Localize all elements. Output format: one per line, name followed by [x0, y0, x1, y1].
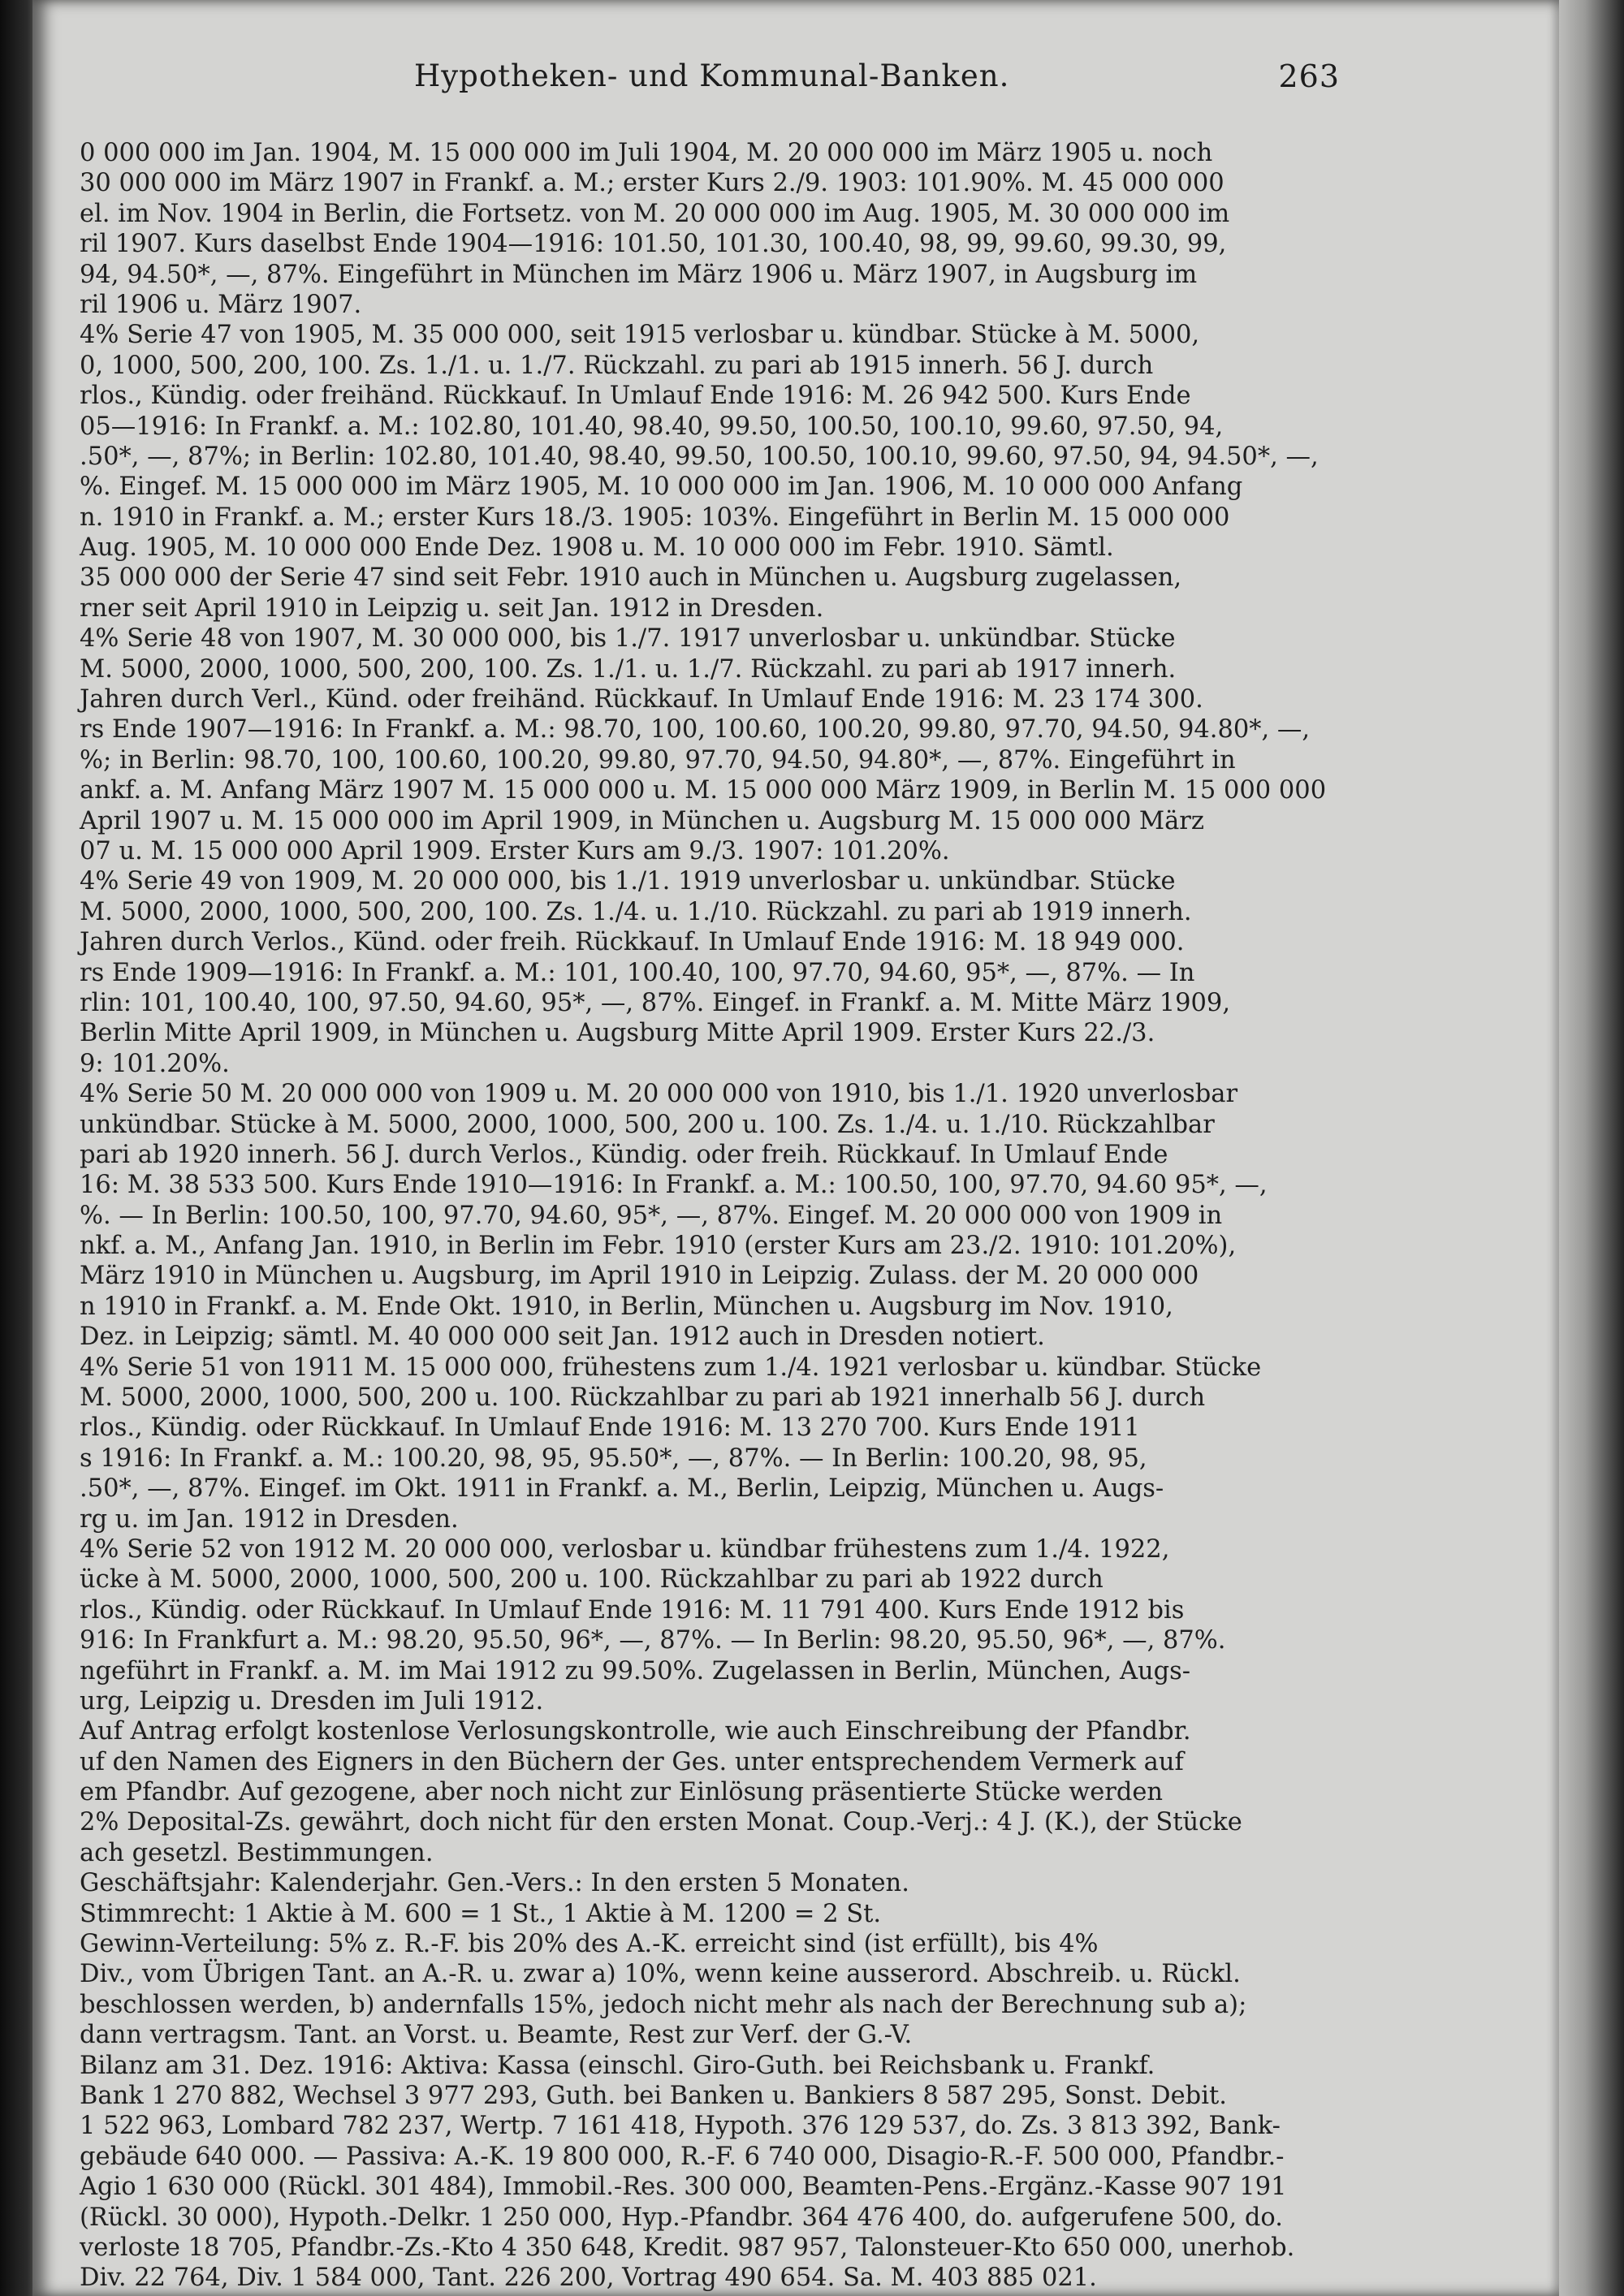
text-line: 30 000 000 im März 1907 in Frankf. a. M.; erster Kurs 2./9. 1903: 101.90%. M. 45 000 000	[80, 169, 1224, 198]
text-line: rlos., Kündig. oder freihänd. Rückkauf. In Umlauf Ende 1916: M. 26 942 500. Kurs Ende	[80, 382, 1191, 411]
text-line: verloste 18 705, Pfandbr.-Zs.-Kto 4 350 648, Kredit. 987 957, Talonsteuer-Kto 650 000, unerhob.	[80, 2233, 1295, 2262]
text-line: Gewinn-Verteilung: 5% z. R.-F. bis 20% des A.-K. erreicht sind (ist erfüllt), bis 4%	[80, 1930, 1099, 1959]
text-line: gebäude 640 000. — Passiva: A.-K. 19 800 000, R.-F. 6 740 000, Disagio-R.-F. 500 000, Pfandbr.-	[80, 2142, 1285, 2171]
text-line: %. Eingef. M. 15 000 000 im März 1905, M. 10 000 000 im Jan. 1906, M. 10 000 000 Anfang	[80, 473, 1243, 502]
text-line: ach gesetzl. Bestimmungen.	[80, 1838, 434, 1867]
book-page	[32, 0, 1559, 2296]
text-line: 4% Serie 48 von 1907, M. 30 000 000, bis 1./7. 1917 unverlosbar u. unkündbar. Stücke	[80, 624, 1176, 654]
text-line: 4% Serie 51 von 1911 M. 15 000 000, frühestens zum 1./4. 1921 verlosbar u. kündbar. Stücke	[80, 1353, 1262, 1382]
text-line: ril 1906 u. März 1907.	[80, 290, 362, 319]
text-line: 0, 1000, 500, 200, 100. Zs. 1./1. u. 1./7. Rückzahl. zu pari ab 1915 innerh. 56 J. durch	[80, 351, 1154, 380]
running-title: Hypotheken- und Kommunal-Banken.	[414, 58, 1010, 93]
text-line: nkf. a. M., Anfang Jan. 1910, in Berlin im Febr. 1910 (erster Kurs am 23./2. 1910: 101.20%),	[80, 1232, 1237, 1261]
text-line: %; in Berlin: 98.70, 100, 100.60, 100.20, 99.80, 97.70, 94.50, 94.80*, —, 87%. Eingeführt in	[80, 745, 1236, 775]
text-line: Jahren durch Verlos., Künd. oder freih. Rückkauf. In Umlauf Ende 1916: M. 18 949 000.	[80, 928, 1185, 957]
page-header	[414, 58, 1340, 107]
text-line: 2% Deposital-Zs. gewährt, doch nicht für den ersten Monat. Coup.-Verj.: 4 J. (K.), der Stücke	[80, 1808, 1242, 1837]
text-line: n. 1910 in Frankf. a. M.; erster Kurs 18./3. 1905: 103%. Eingeführt in Berlin M. 15 000 000	[80, 503, 1230, 532]
text-line: 07 u. M. 15 000 000 April 1909. Erster Kurs am 9./3. 1907: 101.20%.	[80, 836, 950, 865]
text-line: 9: 101.20%.	[80, 1049, 230, 1078]
text-line: rlin: 101, 100.40, 100, 97.50, 94.60, 95*, —, 87%. Eingef. in Frankf. a. M. Mitte März 1909,	[80, 988, 1231, 1017]
text-line: 05—1916: In Frankf. a. M.: 102.80, 101.40, 98.40, 99.50, 100.50, 100.10, 99.60, 97.50, 94,	[80, 412, 1224, 441]
text-line: Auf Antrag erfolgt kostenlose Verlosungskontrolle, wie auch Einschreibung der Pfandbr.	[80, 1717, 1191, 1746]
page-edge	[1559, 0, 1624, 2296]
text-line: 4% Serie 47 von 1905, M. 35 000 000, seit 1915 verlosbar u. kündbar. Stücke à M. 5000,	[80, 321, 1200, 350]
text-line: rg u. im Jan. 1912 in Dresden.	[80, 1504, 459, 1534]
text-line: Berlin Mitte April 1909, in München u. Augsburg Mitte April 1909. Erster Kurs 22./3.	[80, 1019, 1155, 1048]
text-line: April 1907 u. M. 15 000 000 im April 1909, in München u. Augsburg M. 15 000 000 März	[80, 806, 1204, 835]
text-line: %. — In Berlin: 100.50, 100, 97.70, 94.60, 95*, —, 87%. Eingef. M. 20 000 000 von 1909 in	[80, 1201, 1223, 1230]
text-line: .50*, —, 87%; in Berlin: 102.80, 101.40, 98.40, 99.50, 100.50, 100.10, 99.60, 97.50, 94, 94.50*, —,	[80, 442, 1319, 471]
text-line: s 1916: In Frankf. a. M.: 100.20, 98, 95, 95.50*, —, 87%. — In Berlin: 100.20, 98, 95,	[80, 1444, 1147, 1473]
text-line: Dez. in Leipzig; sämtl. M. 40 000 000 seit Jan. 1912 auch in Dresden notiert.	[80, 1323, 1045, 1352]
text-line: ngeführt in Frankf. a. M. im Mai 1912 zu 99.50%. Zugelassen in Berlin, München, Augs-	[80, 1656, 1191, 1685]
text-line: rs Ende 1907—1916: In Frankf. a. M.: 98.70, 100, 100.60, 100.20, 99.80, 97.70, 94.50, 94.80*, —,	[80, 715, 1311, 744]
text-line: ankf. a. M. Anfang März 1907 M. 15 000 000 u. M. 15 000 000 März 1909, in Berlin M. 15 000 000	[80, 776, 1327, 805]
text-line: 4% Serie 49 von 1909, M. 20 000 000, bis 1./1. 1919 unverlosbar u. unkündbar. Stücke	[80, 867, 1176, 896]
text-line: M. 5000, 2000, 1000, 500, 200, 100. Zs. 1./1. u. 1./7. Rückzahl. zu pari ab 1917 innerh.	[80, 654, 1177, 684]
text-line: dann vertragsm. Tant. an Vorst. u. Beamte, Rest zur Verf. der G.-V.	[80, 2021, 913, 2050]
text-line: März 1910 in München u. Augsburg, im April 1910 in Leipzig. Zulass. der M. 20 000 000	[80, 1262, 1199, 1291]
text-line: pari ab 1920 innerh. 56 J. durch Verlos., Kündig. oder freih. Rückkauf. In Umlauf Ende	[80, 1140, 1168, 1169]
text-line: Div. 22 764, Div. 1 584 000, Tant. 226 200, Vortrag 490 654. Sa. M. 403 885 021.	[80, 2264, 1097, 2293]
text-line: 4% Serie 50 M. 20 000 000 von 1909 u. M. 20 000 000 von 1910, bis 1./1. 1920 unverlosbar	[80, 1080, 1238, 1109]
text-line: Aug. 1905, M. 10 000 000 Ende Dez. 1908 u. M. 10 000 000 im Febr. 1910. Sämtl.	[80, 533, 1114, 563]
text-line: uf den Namen des Eigners in den Büchern der Ges. unter entsprechendem Vermerk auf	[80, 1747, 1184, 1776]
text-line: em Pfandbr. Auf gezogene, aber noch nicht zur Einlösung präsentierte Stücke werden	[80, 1778, 1164, 1807]
text-line: n 1910 in Frankf. a. M. Ende Okt. 1910, in Berlin, München u. Augsburg im Nov. 1910,	[80, 1292, 1173, 1321]
text-line: el. im Nov. 1904 in Berlin, die Fortsetz. von M. 20 000 000 im Aug. 1905, M. 30 000 000 im	[80, 199, 1230, 228]
text-line: Bank 1 270 882, Wechsel 3 977 293, Guth. bei Banken u. Bankiers 8 587 295, Sonst. Debit.	[80, 2082, 1227, 2110]
text-line: 16: M. 38 533 500. Kurs Ende 1910—1916: In Frankf. a. M.: 100.50, 100, 97.70, 94.60 95*, —,	[80, 1171, 1268, 1200]
text-line: 1 522 963, Lombard 782 237, Wertp. 7 161 418, Hypoth. 376 129 537, do. Zs. 3 813 392, Bank-	[80, 2112, 1281, 2141]
text-line: Stimmrecht: 1 Aktie à M. 600 = 1 St., 1 Aktie à M. 1200 = 2 St.	[80, 1899, 882, 1928]
text-line: beschlossen werden, b) andernfalls 15%, jedoch nicht mehr als nach der Berechnung sub a);	[80, 1990, 1247, 2019]
text-line: (Rückl. 30 000), Hypoth.-Delkr. 1 250 000, Hyp.-Pfandbr. 364 476 400, do. aufgerufene 500, do.	[80, 2203, 1283, 2232]
text-line: ücke à M. 5000, 2000, 1000, 500, 200 u. 100. Rückzahlbar zu pari ab 1922 durch	[80, 1565, 1104, 1595]
text-line: .50*, —, 87%. Eingef. im Okt. 1911 in Frankf. a. M., Berlin, Leipzig, München u. Augs-	[80, 1474, 1164, 1504]
text-line: rlos., Kündig. oder Rückkauf. In Umlauf Ende 1916: M. 11 791 400. Kurs Ende 1912 bis	[80, 1595, 1185, 1625]
text-line: rs Ende 1909—1916: In Frankf. a. M.: 101, 100.40, 100, 97.70, 94.60, 95*, —, 87%. — In	[80, 958, 1195, 987]
text-line: 35 000 000 der Serie 47 sind seit Febr. 1910 auch in München u. Augsburg zugelassen,	[80, 563, 1182, 593]
text-line: Bilanz am 31. Dez. 1916: Aktiva: Kassa (einschl. Giro-Guth. bei Reichsbank u. Frankf.	[80, 2051, 1155, 2080]
body-text	[80, 138, 1338, 2294]
text-line: 916: In Frankfurt a. M.: 98.20, 95.50, 96*, —, 87%. — In Berlin: 98.20, 95.50, 96*, —, 87%.	[80, 1626, 1226, 1655]
text-line: urg, Leipzig u. Dresden im Juli 1912.	[80, 1686, 544, 1716]
text-line: Agio 1 630 000 (Rückl. 301 484), Immobil.-Res. 300 000, Beamten-Pens.-Ergänz.-Kasse 907 191	[80, 2173, 1287, 2202]
text-line: Jahren durch Verl., Künd. oder freihänd. Rückkauf. In Umlauf Ende 1916: M. 23 174 300.	[80, 685, 1203, 714]
text-line: unkündbar. Stücke à M. 5000, 2000, 1000, 500, 200 u. 100. Zs. 1./4. u. 1./10. Rückzahlbar	[80, 1110, 1215, 1139]
text-line: 4% Serie 52 von 1912 M. 20 000 000, verlosbar u. kündbar frühestens zum 1./4. 1922,	[80, 1534, 1170, 1564]
text-line: ril 1907. Kurs daselbst Ende 1904—1916: 101.50, 101.30, 100.40, 98, 99, 99.60, 99.30, 99,	[80, 230, 1227, 259]
text-line: Geschäftsjahr: Kalenderjahr. Gen.-Vers.: In den ersten 5 Monaten.	[80, 1869, 909, 1898]
text-line: M. 5000, 2000, 1000, 500, 200, 100. Zs. 1./4. u. 1./10. Rückzahl. zu pari ab 1919 innerh.	[80, 897, 1192, 926]
page-number: 263	[1278, 58, 1340, 94]
text-line: 94, 94.50*, —, 87%. Eingeführt in München im März 1906 u. März 1907, in Augsburg im	[80, 260, 1198, 289]
text-line: rner seit April 1910 in Leipzig u. seit Jan. 1912 in Dresden.	[80, 593, 824, 623]
text-line: rlos., Kündig. oder Rückkauf. In Umlauf Ende 1916: M. 13 270 700. Kurs Ende 1911	[80, 1413, 1140, 1443]
text-line: M. 5000, 2000, 1000, 500, 200 u. 100. Rückzahlbar zu pari ab 1921 innerhalb 56 J. durch	[80, 1383, 1206, 1413]
text-line: Div., vom Übrigen Tant. an A.-R. u. zwar a) 10%, wenn keine ausserord. Abschreib. u. Rückl.	[80, 1960, 1241, 1989]
text-line: 0 000 000 im Jan. 1904, M. 15 000 000 im Juli 1904, M. 20 000 000 im März 1905 u. noch	[80, 139, 1213, 167]
